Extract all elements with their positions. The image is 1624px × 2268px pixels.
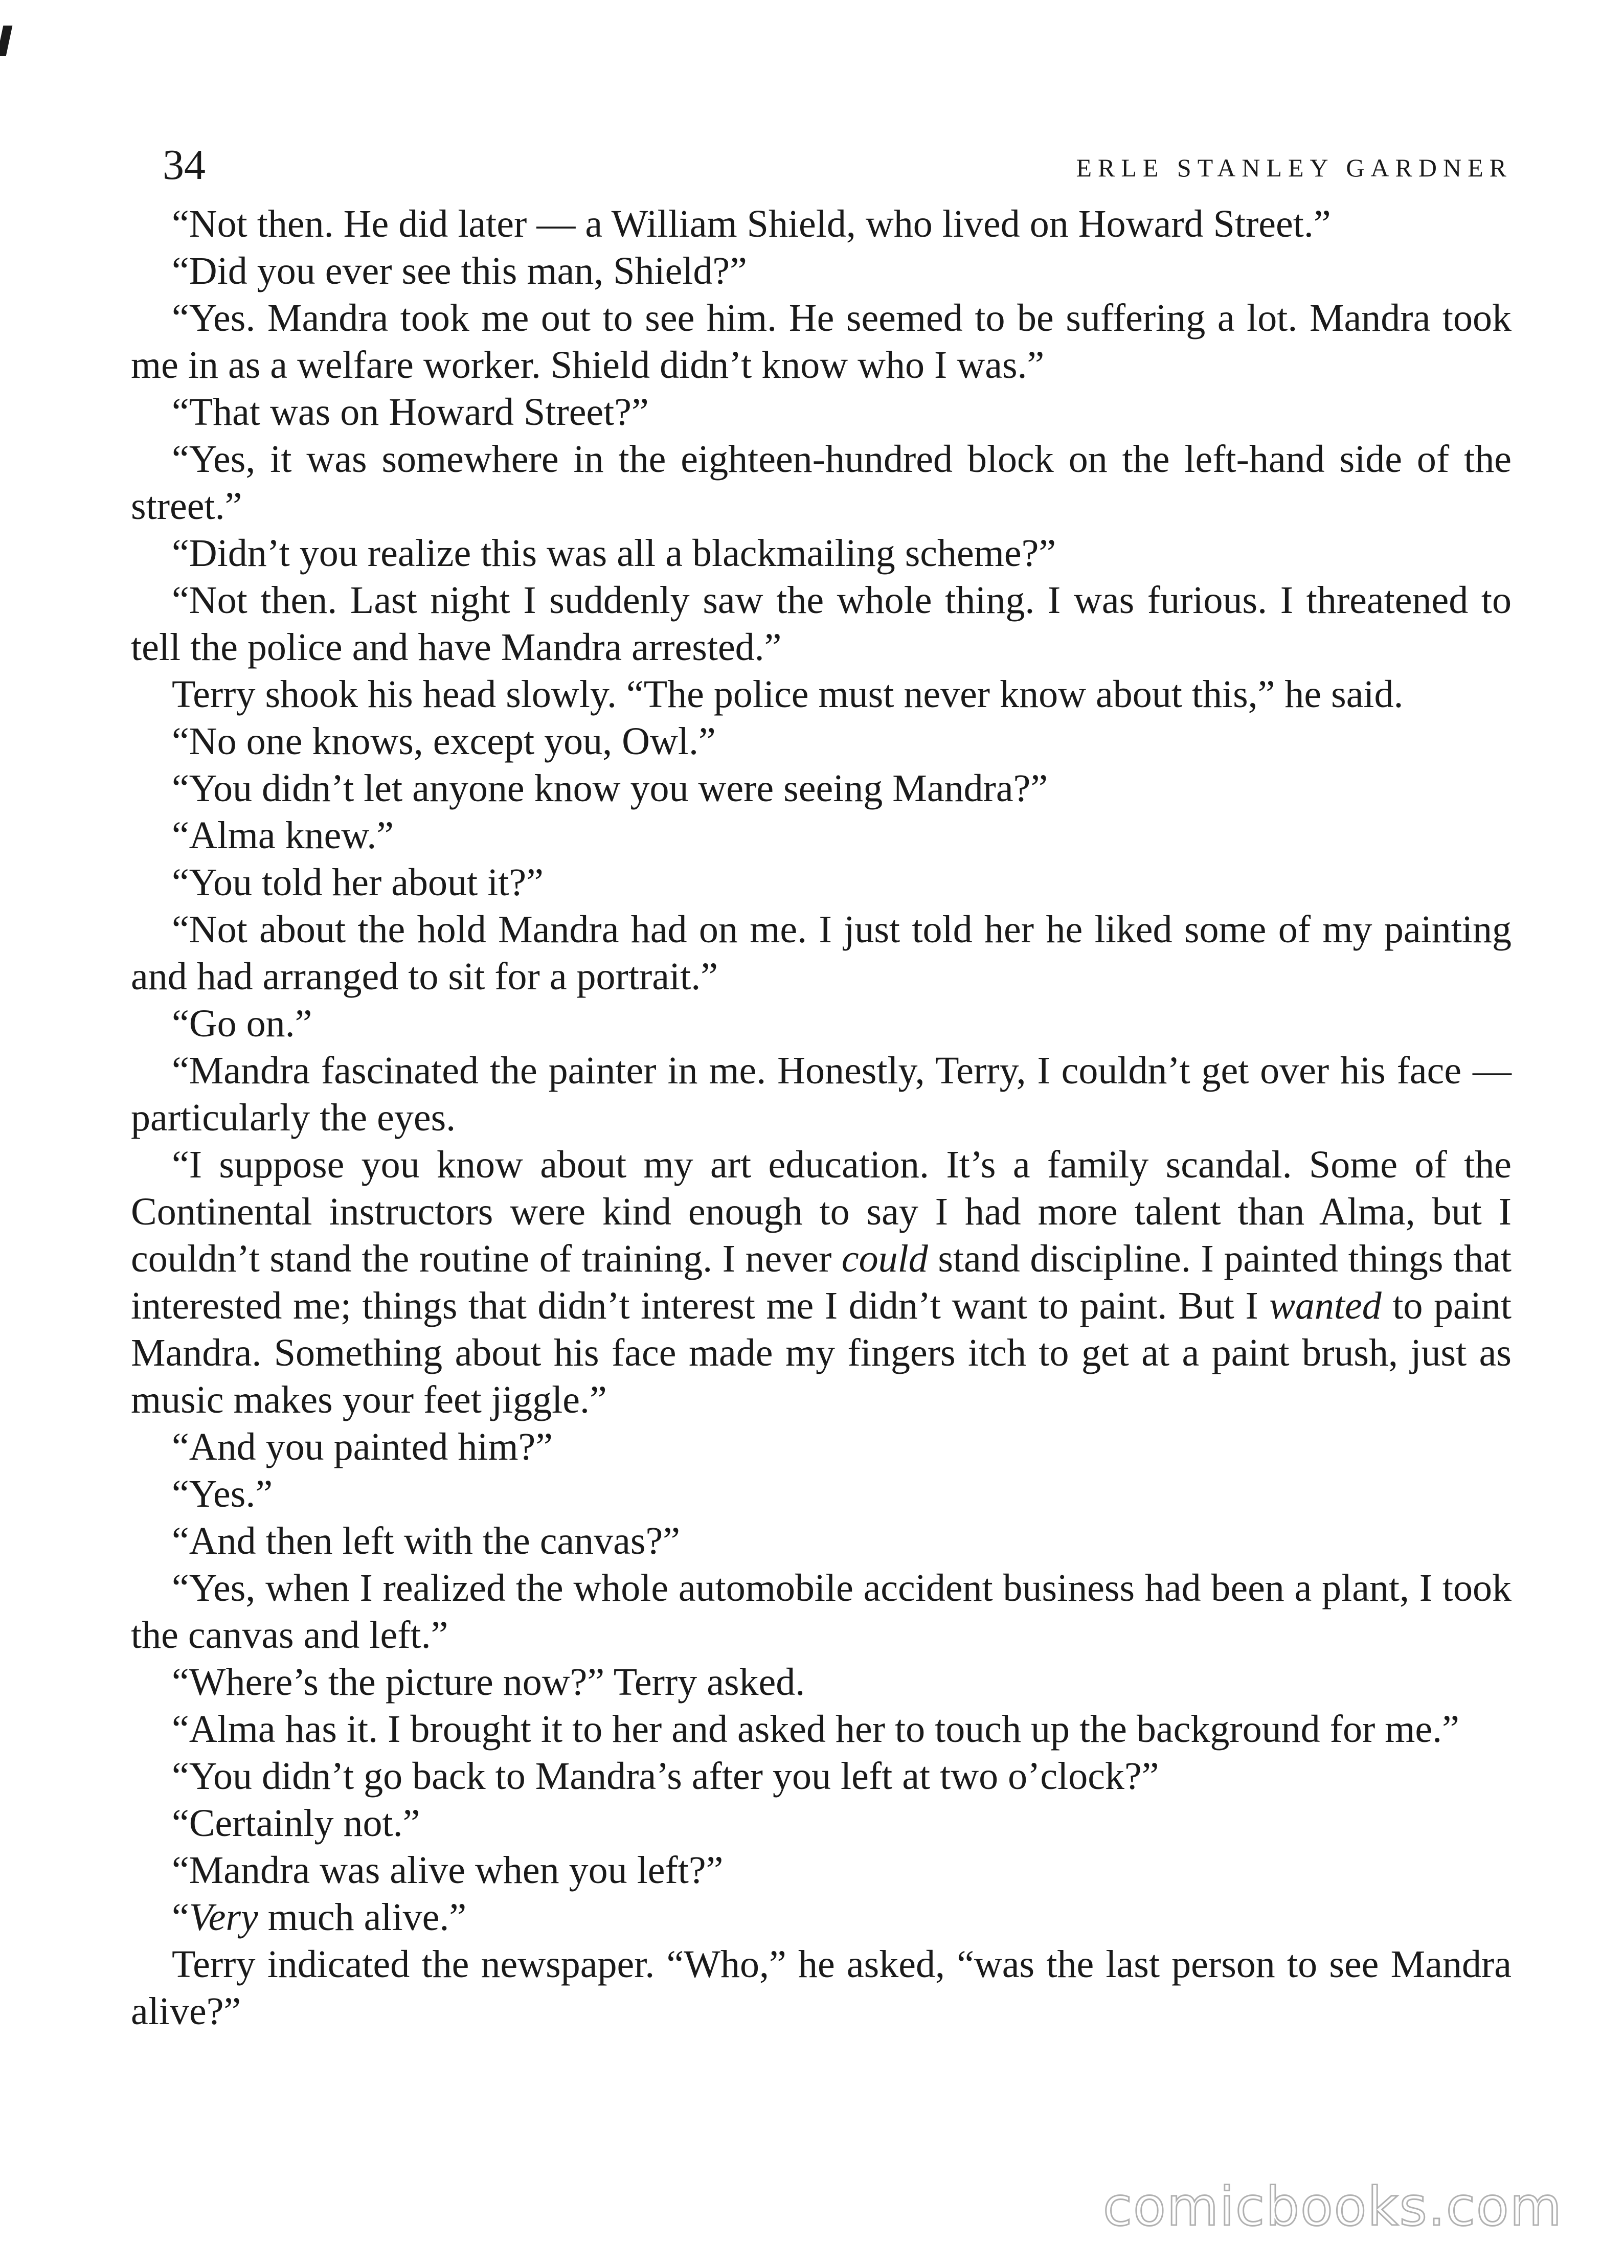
paragraph: “Not then. Last night I suddenly saw the whole thing. I was furious. I threatened to tell the police and have Mandra arrested.” [131,579,1512,669]
watermark-text: comicbooks.com [1102,2175,1563,2238]
paragraph: “Where’s the picture now?” Terry asked. [172,1661,805,1704]
paragraph: “Not then. He did later — a William Shield, who lived on Howard Street.” [172,202,1331,245]
paragraph: “Mandra fascinated the painter in me. Honestly, Terry, I couldn’t get over his face — particularly the eyes. [131,1049,1512,1139]
paragraph-text: much alive.” [258,1896,467,1939]
paragraph: “Alma knew.” [172,814,394,857]
paragraph: “Yes.” [172,1472,273,1515]
emphasis-very: Very [189,1896,258,1939]
running-head [163,137,1513,193]
paragraph: “Go on.” [172,1002,312,1045]
paragraph: “Yes, it was somewhere in the eighteen-hundred block on the left-hand side of the street.” [131,438,1512,528]
paragraph-very-much-alive [131,1894,1512,1941]
paragraph: “Did you ever see this man, Shield?” [172,250,747,292]
scan-corner-mark [0,26,12,56]
running-head-author: ERLE STANLEY GARDNER [1076,153,1513,182]
paragraph-text: “ [172,1896,189,1939]
emphasis-wanted: wanted [1269,1284,1382,1327]
paragraph: “No one knows, except you, Owl.” [172,720,716,763]
paragraph: “You didn’t go back to Mandra’s after you left at two o’clock?” [172,1755,1159,1798]
paragraph: Terry shook his head slowly. “The police must never know about this,” he said. [172,673,1404,716]
paragraph: “Yes. Mandra took me out to see him. He seemed to be suffering a lot. Mandra took me in as a welfare worker. Shield didn’t know who I was.” [131,297,1512,387]
page-number: 34 [163,141,206,189]
paragraph: “Not about the hold Mandra had on me. I just told her he liked some of my painting and had arranged to sit for a portrait.” [131,908,1512,998]
paragraph-art-education [131,1141,1512,1423]
paragraph-text: stand discipline. I painted things that interested me; things that didn’t interest me I didn’t want to paint. But I [131,1237,1512,1327]
paragraph: “Mandra was alive when you left?” [172,1849,724,1892]
paragraph-text: to paint Mandra. Something about his face made my fingers itch to get at a paint brush, just as music makes your feet jiggle.” [131,1284,1512,1421]
paragraph: “Certainly not.” [172,1802,420,1845]
paragraph: “You didn’t let anyone know you were seeing Mandra?” [172,767,1048,810]
paragraph: “Alma has it. I brought it to her and asked her to touch up the background for me.” [172,1708,1459,1751]
paragraph: “And then left with the canvas?” [172,1519,680,1562]
paragraph: Terry indicated the newspaper. “Who,” he asked, “was the last person to see Mandra alive?” [131,1943,1512,2033]
paragraph-text: “I suppose you know about my art education. It’s a family scandal. Some of the Continental instructors were kind enough to say I had more talent than Alma, but I couldn’t stand the routine of training. I never [131,1143,1512,1280]
paragraph: “And you painted him?” [172,1425,553,1468]
paragraph: “Yes, when I realized the whole automobile accident business had been a plant, I took the canvas and left.” [131,1567,1512,1657]
paragraph: “That was on Howard Street?” [172,391,649,434]
body-text [131,200,1512,2035]
paragraph: “You told her about it?” [172,861,544,904]
emphasis-could: could [841,1237,928,1280]
paragraph: “Didn’t you realize this was all a blackmailing scheme?” [172,532,1056,575]
